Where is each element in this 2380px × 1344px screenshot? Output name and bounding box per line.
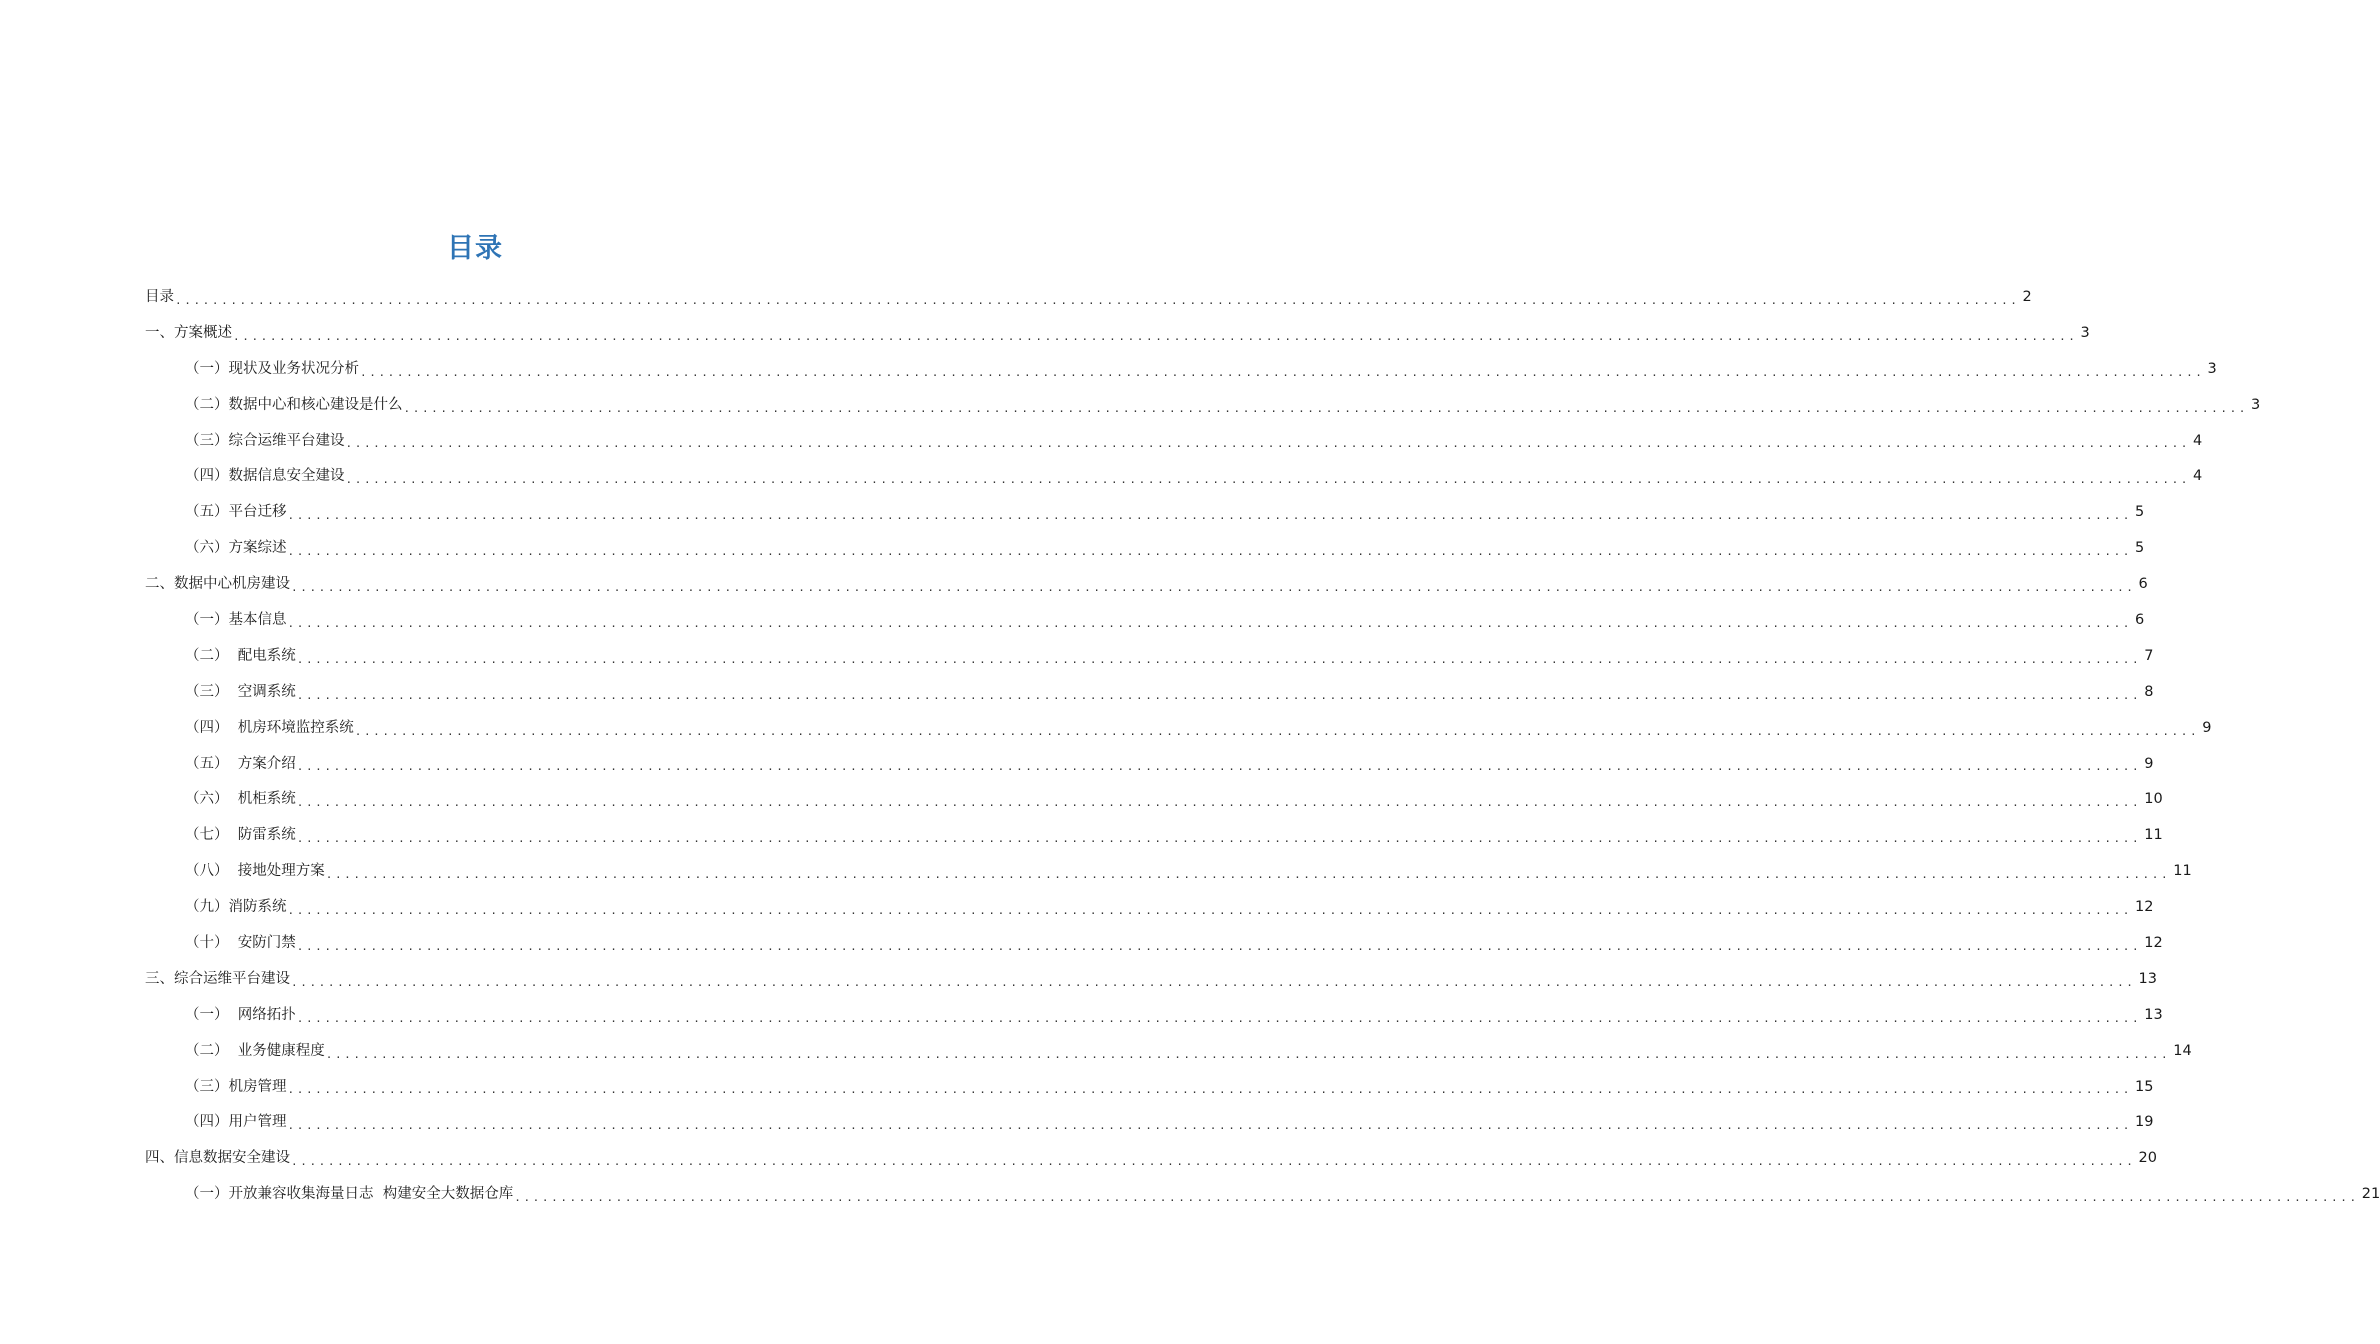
toc-page-number: 5 — [2135, 504, 2145, 521]
toc-dot-leader: ........................................................................................................................................................................................................ — [291, 1155, 2136, 1169]
toc-dot-leader: ........................................................................................................................................................................................................ — [296, 832, 2142, 846]
toc-entry-text: （一）基本信息 — [185, 612, 287, 628]
toc-entry[interactable] — [145, 675, 2154, 711]
toc-dot-leader: ........................................................................................................................................................................................................ — [287, 904, 2133, 918]
toc-entry-text: （五）平台迁移 — [185, 504, 287, 521]
toc-page-number: 8 — [2144, 683, 2154, 700]
toc-dot-leader: ........................................................................................................................................................................................................ — [287, 1119, 2133, 1133]
toc-page-number: 10 — [2144, 791, 2163, 808]
toc-entry[interactable] — [145, 890, 2154, 926]
toc-entry[interactable] — [145, 926, 2163, 962]
toc-entry-text: （二） 业务健康程度 — [185, 1042, 325, 1059]
toc-entry-text: （三）综合运维平台建设 — [185, 432, 345, 449]
toc-page-number: 19 — [2135, 1114, 2154, 1131]
toc-entry-text: （一）现状及业务状况分析 — [185, 360, 359, 377]
toc-entry-text: 二、数据中心机房建设 — [145, 576, 290, 593]
toc-dot-leader: ........................................................................................................................................................................................................ — [296, 652, 2142, 666]
toc-list — [145, 280, 2380, 1213]
toc-entry-text: （六） 机柜系统 — [185, 791, 296, 808]
toc-entry[interactable] — [145, 531, 2145, 567]
toc-page-number: 6 — [2138, 576, 2148, 593]
toc-entry[interactable] — [145, 782, 2163, 818]
toc-entry[interactable] — [145, 1105, 2154, 1141]
toc-page-number: 3 — [2207, 360, 2217, 377]
toc-dot-leader: ........................................................................................................................................................................................................ — [296, 760, 2142, 774]
toc-entry[interactable] — [145, 1034, 2192, 1070]
toc-entry[interactable] — [145, 567, 2148, 603]
toc-entry-text: 目录 — [145, 288, 174, 305]
toc-dot-leader: ........................................................................................................................................................................................................ — [291, 581, 2136, 595]
toc-page-number: 21 — [2361, 1186, 2380, 1203]
toc-page-number: 6 — [2135, 612, 2145, 628]
toc-entry[interactable] — [145, 280, 2032, 316]
toc-entry-text: （四）用户管理 — [185, 1114, 287, 1131]
toc-dot-leader: ........................................................................................................................................................................................................ — [296, 1011, 2142, 1025]
toc-entry-text: （四） 机房环境监控系统 — [185, 719, 354, 736]
toc-page-number: 4 — [2193, 468, 2203, 485]
toc-dot-leader: ........................................................................................................................................................................................................ — [345, 437, 2191, 451]
toc-dot-leader: ........................................................................................................................................................................................................ — [325, 1047, 2171, 1061]
toc-dot-leader: ........................................................................................................................................................................................................ — [287, 545, 2133, 559]
toc-page-number: 9 — [2202, 719, 2212, 736]
toc-dot-leader: ........................................................................................................................................................................................................ — [360, 365, 2205, 379]
toc-entry[interactable] — [145, 459, 2203, 495]
toc-dot-leader: ........................................................................................................................................................................................................ — [345, 473, 2191, 487]
toc-page-number: 7 — [2144, 647, 2154, 664]
toc-dot-leader: ........................................................................................................................................................................................................ — [287, 509, 2133, 523]
toc-page-number: 11 — [2144, 827, 2163, 844]
toc-page-number: 5 — [2135, 540, 2145, 557]
toc-dot-leader: ........................................................................................................................................................................................................ — [514, 1191, 2359, 1205]
toc-page-number: 2 — [2022, 288, 2032, 305]
toc-entry[interactable] — [145, 1141, 2157, 1177]
toc-entry[interactable] — [145, 962, 2157, 998]
toc-page-number: 12 — [2144, 935, 2163, 952]
toc-entry[interactable] — [145, 747, 2154, 783]
toc-entry-text: （四）数据信息安全建设 — [185, 468, 345, 485]
toc-dot-leader: ........................................................................................................................................................................................................ — [287, 616, 2133, 630]
toc-dot-leader: ........................................................................................................................................................................................................ — [291, 975, 2136, 989]
toc-dot-leader: ........................................................................................................................................................................................................ — [403, 401, 2249, 415]
toc-entry[interactable] — [145, 1177, 2380, 1213]
toc-page-number: 3 — [2080, 324, 2090, 341]
toc-entry[interactable] — [145, 1070, 2154, 1106]
toc-entry-text: （一） 网络拓扑 — [185, 1006, 296, 1023]
toc-entry[interactable] — [145, 854, 2192, 890]
toc-dot-leader: ........................................................................................................................................................................................................ — [296, 939, 2142, 953]
toc-page-number: 13 — [2138, 970, 2157, 987]
toc-page-number: 9 — [2144, 755, 2154, 772]
toc-entry-text: 四、信息数据安全建设 — [145, 1150, 290, 1167]
toc-entry-text: （八） 接地处理方案 — [185, 863, 325, 880]
toc-heading: 目录 — [447, 233, 503, 264]
toc-entry-text: （五） 方案介绍 — [185, 755, 296, 772]
toc-dot-leader: ........................................................................................................................................................................................................ — [287, 1083, 2133, 1097]
toc-entry-text: （九）消防系统 — [185, 899, 287, 916]
toc-entry[interactable] — [145, 316, 2090, 352]
toc-entry[interactable] — [145, 424, 2203, 460]
toc-dot-leader: ........................................................................................................................................................................................................ — [325, 868, 2171, 882]
toc-dot-leader: ........................................................................................................................................................................................................ — [354, 724, 2200, 738]
toc-entry-text: （三） 空调系统 — [185, 683, 296, 700]
toc-dot-leader: ........................................................................................................................................................................................................ — [296, 796, 2142, 810]
toc-entry[interactable] — [145, 998, 2163, 1034]
toc-entry-text: （一）开放兼容收集海量日志 构建安全大数据仓库 — [185, 1186, 514, 1203]
toc-entry[interactable] — [145, 603, 2145, 639]
toc-dot-leader: ........................................................................................................................................................................................................ — [175, 293, 2020, 307]
toc-entry[interactable] — [145, 639, 2154, 675]
toc-entry-text: （二）数据中心和核心建设是什么 — [185, 396, 403, 413]
toc-dot-leader: ........................................................................................................................................................................................................ — [296, 688, 2142, 702]
toc-entry-text: 一、方案概述 — [145, 324, 232, 341]
toc-page-number: 15 — [2135, 1078, 2154, 1095]
toc-page-number: 13 — [2144, 1006, 2163, 1023]
toc-page-number: 4 — [2193, 432, 2203, 449]
toc-entry[interactable] — [145, 352, 2217, 388]
toc-entry-text: （二） 配电系统 — [185, 647, 296, 664]
toc-page-number: 14 — [2173, 1042, 2192, 1059]
toc-dot-leader: ........................................................................................................................................................................................................ — [233, 329, 2078, 343]
toc-entry[interactable] — [145, 711, 2212, 747]
toc-entry[interactable] — [145, 818, 2163, 854]
toc-page-number: 20 — [2138, 1150, 2157, 1167]
toc-entry-text: （三）机房管理 — [185, 1078, 287, 1095]
toc-page-number: 3 — [2251, 396, 2261, 413]
toc-entry-text: 三、综合运维平台建设 — [145, 970, 290, 987]
toc-entry-text: （六）方案综述 — [185, 540, 287, 557]
toc-entry-text: （十） 安防门禁 — [185, 935, 296, 952]
toc-entry[interactable] — [145, 495, 2145, 531]
toc-entry[interactable] — [145, 388, 2261, 424]
toc-entry-text: （七） 防雷系统 — [185, 827, 296, 844]
toc-page-number: 12 — [2135, 899, 2154, 916]
toc-page-number: 11 — [2173, 863, 2192, 880]
